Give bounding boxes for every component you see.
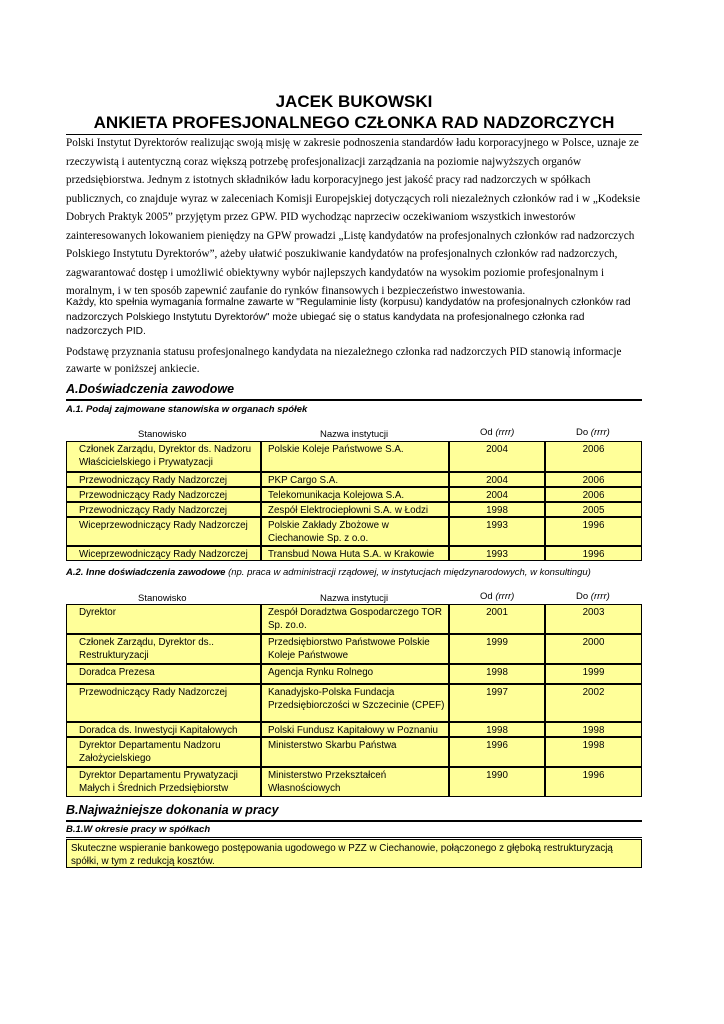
- cell-from: 2004: [449, 487, 545, 502]
- section-b-title: B.Najważniejsze dokonania w pracy: [66, 803, 279, 817]
- table-row: [66, 546, 642, 561]
- cell-to: 2005: [545, 502, 642, 517]
- cell-from: 2001: [449, 604, 545, 634]
- section-b1-rule: [66, 837, 642, 838]
- cell-institution: Transbud Nowa Huta S.A. w Krakowie: [261, 546, 449, 561]
- cell-position: Członek Zarządu, Dyrektor ds. Nadzoru Właścicielskiego i Prywatyzacji: [66, 441, 261, 472]
- table-row: [66, 684, 642, 722]
- table-row: [66, 517, 642, 546]
- table-row: [66, 441, 642, 472]
- table-row: [66, 472, 642, 487]
- cell-institution: Zespół Doradztwa Gospodarczego TOR Sp. zo.o.: [261, 604, 449, 634]
- cell-institution: PKP Cargo S.A.: [261, 472, 449, 487]
- cell-from: 1999: [449, 634, 545, 664]
- cell-institution: Polskie Zakłady Zbożowe w Ciechanowie Sp. z o.o.: [261, 517, 449, 546]
- section-a2-note: (np. praca w administracji rządowej, w instytucjach międzynarodowych, w konsultingu): [228, 567, 591, 578]
- cell-to: 2002: [545, 684, 642, 722]
- table-row: [66, 737, 642, 767]
- cell-from: 2004: [449, 441, 545, 472]
- section-a1-title: A.1. Podaj zajmowane stanowiska w organach spółek: [66, 404, 308, 415]
- cell-institution: Ministerstwo Skarbu Państwa: [261, 737, 449, 767]
- section-a-rule: [66, 399, 642, 401]
- cell-position: Przewodniczący Rady Nadzorczej: [66, 472, 261, 487]
- cell-position: Dyrektor Departamentu Prywatyzacji Małych i Średnich Przedsiębiorstw: [66, 767, 261, 797]
- cell-institution: Ministerstwo Przekształceń Własnościowych: [261, 767, 449, 797]
- b1-answer-box: Skuteczne wspieranie bankowego postępowania ugodowego w PZZ w Ciechanowie, połączonego z głęboką restrukturyzacją spółki, w tym z redukcją kosztów.: [66, 839, 642, 868]
- cell-to: 1998: [545, 722, 642, 737]
- cell-institution: Telekomunikacja Kolejowa S.A.: [261, 487, 449, 502]
- cell-institution: Zespół Elektrociepłowni S.A. w Łodzi: [261, 502, 449, 517]
- cell-from: 2004: [449, 472, 545, 487]
- cell-position: Doradca ds. Inwestycji Kapitałowych: [66, 722, 261, 737]
- cell-institution: Kanadyjsko-Polska Fundacja Przedsiębiorczości w Szczecinie (CPEF): [261, 684, 449, 722]
- table-row: [66, 634, 642, 664]
- cell-position: Przewodniczący Rady Nadzorczej: [66, 487, 261, 502]
- cell-from: 1993: [449, 517, 545, 546]
- intro-paragraph-1: Polski Instytut Dyrektorów realizując swoją misję w zakresie podnoszenia standardów ładu korporacyjnego w Polsce, uznaje ze rzeczywistą i autentyczną coraz większą potrzebę profesjonalizacji zarządzania na poziomie najwyższych organów przedsiębiorstwa. Jednym z istotnych składników ładu korporacyjnego jest jakość pracy rad nadzorczych w spółkach publicznych, co znajduje wyraz w zaleceniach Komisji Europejskiej dotyczących roli niezależnych członków rad i w „Kodeksie Dobrych Praktyk 2005” przyjętym przez GPW. PID wychodząc naprzeciw oczekiwaniom wszystkich inwestorów zainteresowanych lokowaniem pieniędzy na GPW prowadzi „Listę kandydatów na profesjonalnych członków rad nadzorczych Polskiego Instytutu Dyrektorów”, ażeby ułatwić poszukiwanie kandydatów na profesjonalnych członków rad nadzorczych, zagwarantować dostęp i umożliwić obiektywny wybór najlepszych kandydatów na wysokim poziomie profesjonalnym i moralnym, i w ten sposób zapewnić zaufanie do rynków finansowych i bezpieczeństwo inwestowania.: [66, 137, 641, 297]
- cell-to: 2006: [545, 441, 642, 472]
- cell-from: 1998: [449, 664, 545, 684]
- a1-col-position: Stanowisko: [138, 429, 187, 440]
- document-title: ANKIETA PROFESJONALNEGO CZŁONKA RAD NADZORCZYCH: [93, 113, 615, 132]
- cell-to: 1996: [545, 517, 642, 546]
- cell-institution: Agencja Rynku Rolnego: [261, 664, 449, 684]
- a1-col-to: Do (rrrr): [576, 427, 610, 438]
- cell-institution: Przedsiębiorstwo Państwowe Polskie Koleje Państwowe: [261, 634, 449, 664]
- cell-position: Dyrektor Departamentu Nadzoru Założycielskiego: [66, 737, 261, 767]
- a2-col-from: Od (rrrr): [480, 591, 515, 602]
- cell-position: Dyrektor: [66, 604, 261, 634]
- a1-col-from: Od (rrrr): [480, 427, 515, 438]
- cell-from: 1997: [449, 684, 545, 722]
- cell-from: 1998: [449, 502, 545, 517]
- table-row: [66, 767, 642, 797]
- intro-paragraph-2: Każdy, kto spełnia wymagania formalne zawarte w "Regulaminie listy (korpusu) kandydatów na profesjonalnych członków rad nadzorczych Polskiego Instytutu Dyrektorów" może ubiegać się o status kandydata na profesjonalnego członka rad nadzorczych PID.: [66, 297, 631, 337]
- cell-position: Przewodniczący Rady Nadzorczej: [66, 502, 261, 517]
- cell-to: 1999: [545, 664, 642, 684]
- cell-institution: Polski Fundusz Kapitałowy w Poznaniu: [261, 722, 449, 737]
- table-row: [66, 664, 642, 684]
- cell-position: Wiceprzewodniczący Rady Nadzorczej: [66, 517, 261, 546]
- cell-from: 1998: [449, 722, 545, 737]
- table-row: [66, 502, 642, 517]
- a2-col-institution: Nazwa instytucji: [320, 593, 389, 604]
- cell-to: 1996: [545, 767, 642, 797]
- intro-paragraph-3: Podstawę przyznania statusu profesjonalnego kandydata na niezależnego członka rad nadzorczych PID stanowią informacje zawarte w poniższej ankiecie.: [66, 346, 622, 375]
- cell-position: Członek Zarządu, Dyrektor ds.. Restrukturyzacji: [66, 634, 261, 664]
- cell-from: 1990: [449, 767, 545, 797]
- table-row: [66, 487, 642, 502]
- cell-to: 1998: [545, 737, 642, 767]
- section-a2-title: A.2. Inne doświadczenia zawodowe (np. praca w administracji rządowej, w instytucjach międzynarodowych, w konsultingu): [66, 567, 591, 578]
- cell-to: 2006: [545, 487, 642, 502]
- cell-to: 1996: [545, 546, 642, 561]
- cell-position: Wiceprzewodniczący Rady Nadzorczej: [66, 546, 261, 561]
- cell-from: 1993: [449, 546, 545, 561]
- cell-position: Przewodniczący Rady Nadzorczej: [66, 684, 261, 722]
- cell-to: 2006: [545, 472, 642, 487]
- section-b1-title: B.1.W okresie pracy w spółkach: [66, 824, 211, 835]
- cell-to: 2003: [545, 604, 642, 634]
- a2-col-position: Stanowisko: [138, 593, 187, 604]
- table-row: [66, 604, 642, 634]
- section-b-rule: [66, 820, 642, 822]
- candidate-name: JACEK BUKOWSKI: [275, 92, 433, 111]
- cell-to: 2000: [545, 634, 642, 664]
- cell-from: 1996: [449, 737, 545, 767]
- section-a-title: A.Doświadczenia zawodowe: [66, 382, 235, 396]
- table-row: [66, 722, 642, 737]
- cell-institution: Polskie Koleje Państwowe S.A.: [261, 441, 449, 472]
- cell-position: Doradca Prezesa: [66, 664, 261, 684]
- a2-col-to: Do (rrrr): [576, 591, 610, 602]
- a1-col-institution: Nazwa instytucji: [320, 429, 389, 440]
